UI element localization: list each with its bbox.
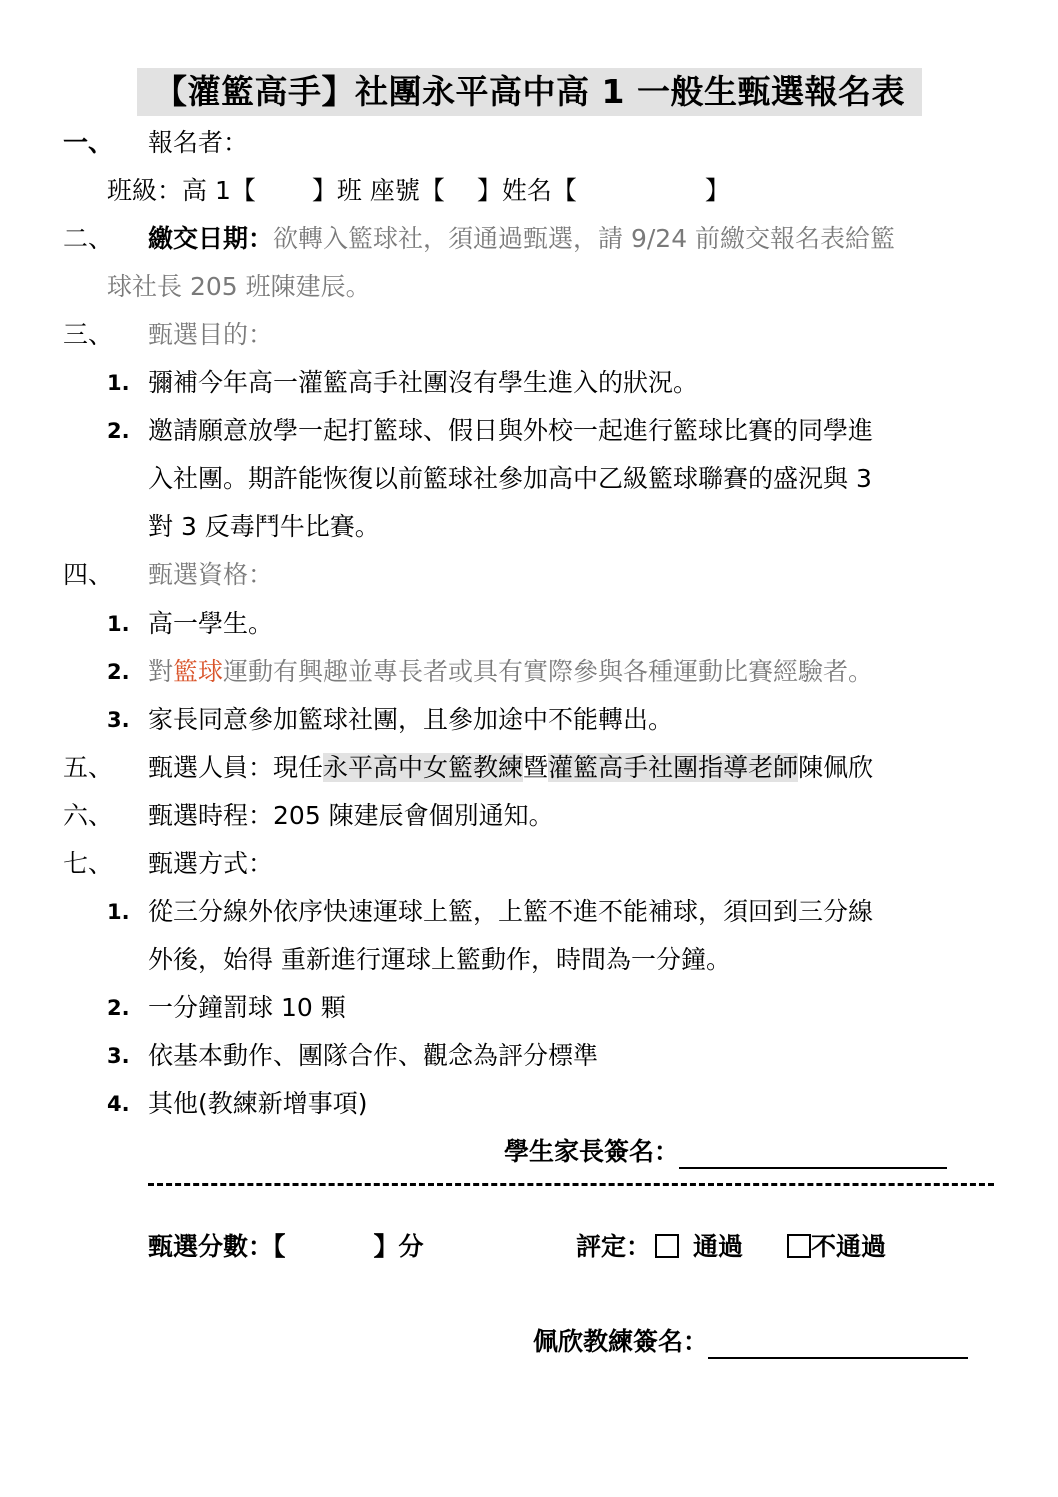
seat-suffix: 】姓名【	[476, 176, 577, 205]
score-suffix: 】分	[373, 1232, 424, 1261]
judgement-row	[576, 1230, 886, 1264]
applicant-fields	[107, 174, 730, 208]
list-item: 其他(教練新增事項)	[148, 1089, 368, 1118]
parent-signature-field[interactable]	[679, 1137, 947, 1169]
score-label: 甄選分數：【	[148, 1232, 286, 1261]
section-2-number: 二、	[63, 224, 114, 253]
class-label: 班級：高 1【	[107, 176, 256, 205]
list-item-number: 3.	[107, 708, 130, 732]
list-item	[148, 655, 873, 689]
list-item-number: 2.	[107, 660, 130, 684]
coach-signature-field[interactable]	[708, 1327, 968, 1359]
list-item-number: 1.	[107, 612, 130, 636]
section-6-number: 六、	[63, 801, 114, 830]
section-5-highlight-1: 永平高中女籃教練	[323, 753, 524, 782]
section-5-text-3: 陳佩欣	[798, 753, 874, 782]
section-1-heading: 報名者：	[148, 128, 249, 157]
list-item: 彌補今年高一灌籃高手社團沒有學生進入的狀況。	[148, 368, 699, 397]
section-2-text-1: 欲轉入籃球社，須通過甄選，請 9/24 前繳交報名表給籃	[273, 224, 896, 253]
section-5-number: 五、	[63, 753, 114, 782]
list-item: 邀請願意放學一起打籃球、假日與外校一起進行籃球比賽的同學進	[148, 416, 874, 445]
pass-checkbox[interactable]	[655, 1234, 679, 1258]
list-item: 依基本動作、團隊合作、觀念為評分標準	[148, 1041, 599, 1070]
section-2-text-2: 球社長 205 班陳建辰。	[107, 272, 371, 301]
seat-label: 座號【	[369, 176, 445, 205]
fail-checkbox[interactable]	[787, 1234, 811, 1258]
list-item-number: 3.	[107, 1044, 130, 1068]
list-item-continued: 外後，始得 重新進行運球上籃動作，時間為一分鐘。	[148, 945, 731, 974]
list-item-post: 運動有興趣並專長者或具有實際參與各種運動比賽經驗者。	[223, 657, 874, 686]
pass-label: 通過	[693, 1232, 744, 1261]
list-item-continued: 對 3 反毒鬥牛比賽。	[148, 512, 380, 541]
list-item-number: 2.	[107, 996, 130, 1020]
section-3-number: 三、	[63, 320, 114, 349]
list-item-highlight: 籃球	[173, 657, 224, 686]
section-5-text-1: 現任	[273, 753, 324, 782]
list-item: 一分鐘罰球 10 顆	[148, 993, 346, 1022]
name-suffix: 】	[704, 176, 730, 205]
list-item-number: 1.	[107, 371, 130, 395]
section-6-heading: 甄選時程：	[148, 801, 274, 830]
section-2-line-1	[148, 222, 895, 256]
section-3-heading: 甄選目的：	[148, 320, 274, 349]
section-7-heading: 甄選方式：	[148, 849, 274, 878]
class-suffix: 】班	[311, 176, 362, 205]
cut-line-divider	[148, 1183, 994, 1188]
section-6-text: 205 陳建辰會個別通知。	[273, 801, 554, 830]
parent-signature-row	[504, 1135, 947, 1169]
list-item-pre: 對	[148, 657, 174, 686]
coach-signature-row	[533, 1325, 968, 1359]
section-2-heading: 繳交日期：	[148, 224, 274, 253]
page-title: 【灌籃高手】社團永平高中高 1 一般生甄選報名表	[137, 68, 922, 116]
section-5-line	[148, 751, 873, 785]
list-item-number: 4.	[107, 1092, 130, 1116]
section-5-heading: 甄選人員：	[148, 753, 274, 782]
section-4-number: 四、	[63, 560, 114, 589]
list-item: 高一學生。	[148, 609, 274, 638]
section-7-number: 七、	[63, 849, 114, 878]
section-4-heading: 甄選資格：	[148, 560, 274, 589]
section-1-number: 一、	[63, 128, 114, 157]
list-item-number: 1.	[107, 900, 130, 924]
fail-label: 不通過	[811, 1232, 887, 1261]
list-item-continued: 入社團。期許能恢復以前籃球社參加高中乙級籃球聯賽的盛況與 3	[148, 464, 872, 493]
parent-signature-label: 學生家長簽名：	[504, 1137, 680, 1166]
score-row	[148, 1230, 424, 1264]
list-item-number: 2.	[107, 419, 130, 443]
list-item: 從三分線外依序快速運球上籃，上籃不進不能補球，須回到三分線	[148, 897, 874, 926]
section-5-highlight-2: 灌籃高手社團指導老師	[548, 753, 799, 782]
list-item: 家長同意參加籃球社團，且參加途中不能轉出。	[148, 705, 674, 734]
section-6-line	[148, 799, 554, 833]
judgement-label: 評定：	[576, 1232, 652, 1261]
coach-signature-label: 佩欣教練簽名：	[533, 1327, 709, 1356]
section-5-text-2: 暨	[523, 753, 549, 782]
